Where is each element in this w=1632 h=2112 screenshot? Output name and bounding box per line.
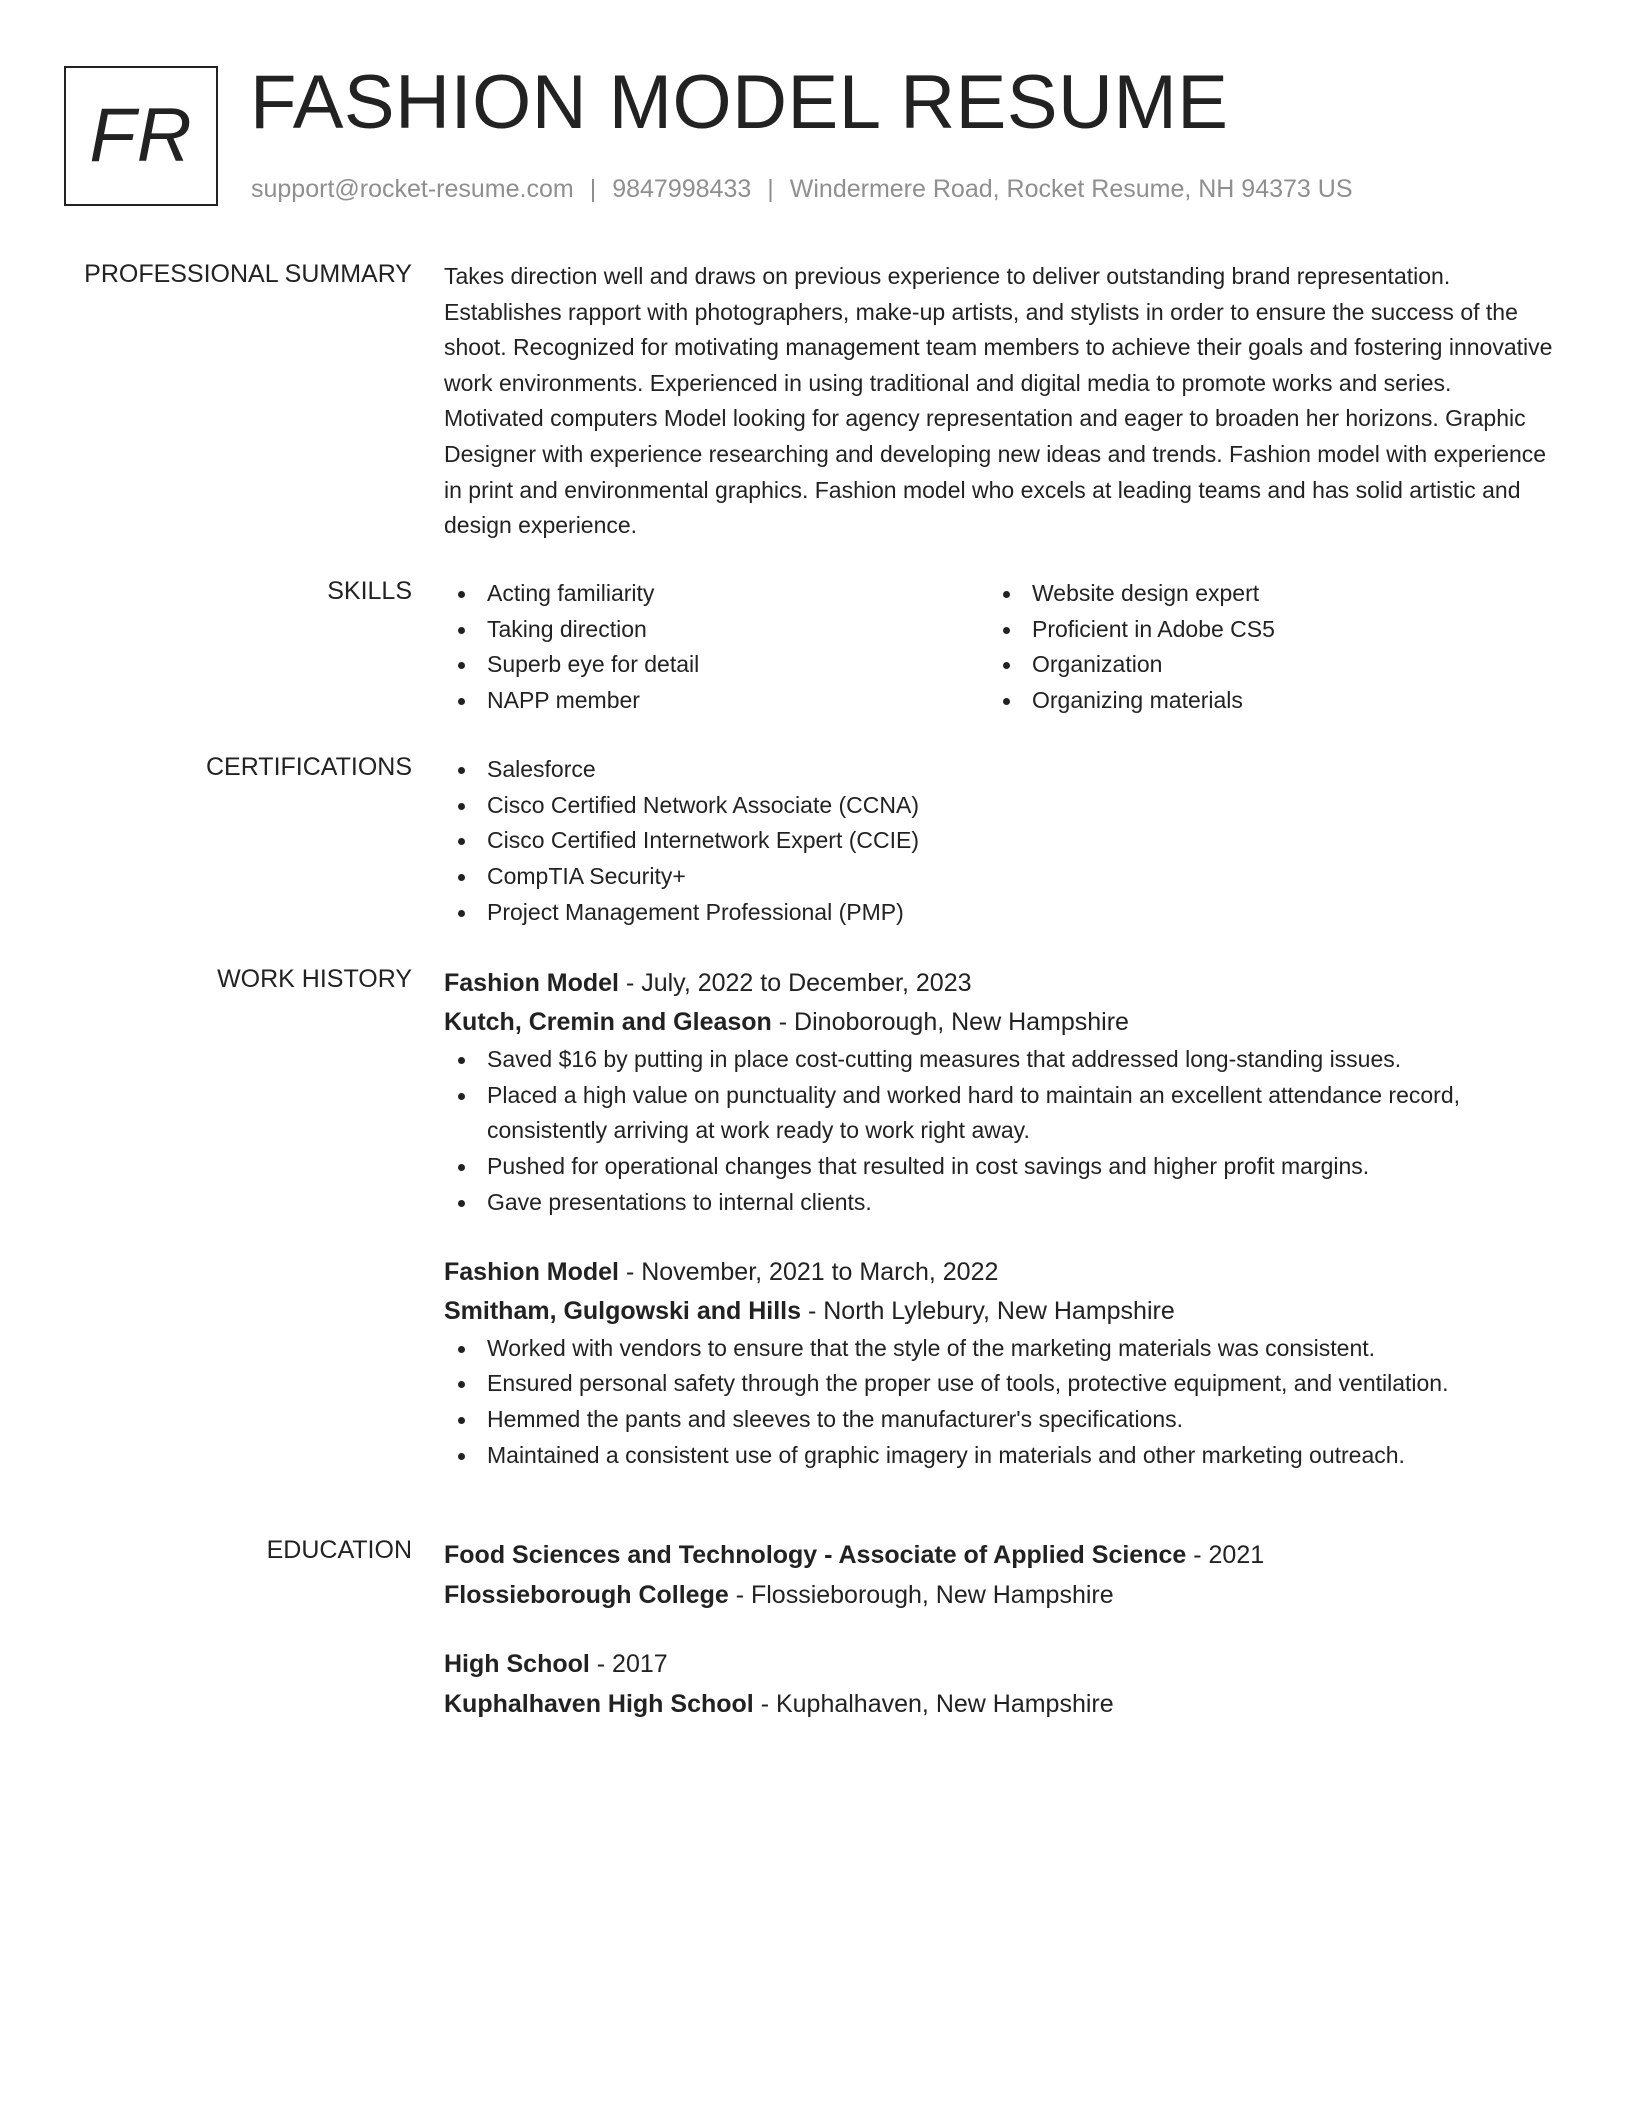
section-label-work-history: WORK HISTORY	[217, 965, 412, 993]
skill-item: Proficient in Adobe CS5	[989, 612, 1534, 648]
job-company-line	[444, 1292, 1556, 1331]
skill-item: Superb eye for detail	[444, 647, 989, 683]
section-label-education: EDUCATION	[266, 1536, 412, 1564]
job-duty-item: Saved $16 by putting in place cost-cutting measures that addressed long-standing issues.	[444, 1042, 1556, 1078]
summary-text: Takes direction well and draws on previous experience to deliver outstanding brand representation. Establishes rapport with photographers, make-up artists, and stylists in order to ensure the success of the shoot. Recognized for motivating management team members to achieve their goals and fostering innovative work environments. Experienced in using traditional and digital media to promote works and series. Motivated computers Model looking for agency representation and eager to broaden her horizons. Graphic Designer with experience researching and developing new ideas and trends. Fashion model with experience in print and environmental graphics. Fashion model who excels at leading teams and has solid artistic and design experience.	[444, 263, 1553, 539]
section-label-certifications: CERTIFICATIONS	[205, 753, 412, 781]
education-degree: Food Sciences and Technology - Associate of Applied Science	[444, 1541, 1187, 1569]
job-duty-item: Hemmed the pants and sleeves to the manufacturer's specifications.	[444, 1402, 1556, 1438]
monogram-initials: FR	[89, 93, 193, 178]
job-location: - Dinoborough, New Hampshire	[771, 1008, 1129, 1036]
job-duty-item: Ensured personal safety through the proper use of tools, protective equipment, and ventilation.	[444, 1366, 1556, 1402]
skills-column-right	[989, 576, 1534, 719]
education-location: - Flossieborough, New Hampshire	[728, 1581, 1114, 1609]
job-duty-item: Placed a high value on punctuality and worked hard to maintain an excellent attendance record, consistently arriving at work ready to work right away.	[444, 1078, 1556, 1149]
skill-item: Acting familiarity	[444, 576, 989, 612]
education-degree-line	[444, 1535, 1556, 1575]
skill-item: Website design expert	[989, 576, 1534, 612]
job-duties-list	[444, 1042, 1556, 1221]
certifications-list	[444, 752, 1556, 931]
job-entry	[444, 1253, 1556, 1474]
education-school: Kuphalhaven High School	[444, 1690, 754, 1718]
job-location: - North Lylebury, New Hampshire	[801, 1296, 1175, 1325]
job-company-line	[444, 1003, 1556, 1042]
contact-separator: |	[589, 175, 597, 203]
education-year: - 2021	[1186, 1541, 1265, 1569]
job-dates: - November, 2021 to March, 2022	[619, 1257, 999, 1286]
contact-separator: |	[767, 175, 774, 203]
skills-list-right	[989, 576, 1534, 719]
education-degree: High School	[444, 1650, 590, 1678]
job-duty-item: Pushed for operational changes that resulted in cost savings and higher profit margins.	[444, 1149, 1556, 1185]
education-school: Flossieborough College	[444, 1581, 729, 1609]
certifications-body	[444, 752, 1556, 931]
job-dates: - July, 2022 to December, 2023	[619, 969, 972, 997]
education-entry	[444, 1535, 1556, 1615]
contact-phone[interactable]: 9847998433	[612, 175, 752, 203]
skills-body	[444, 576, 1556, 719]
skills-column-left	[444, 576, 989, 719]
education-location: - Kuphalhaven, New Hampshire	[753, 1690, 1114, 1718]
job-title-line	[444, 1253, 1556, 1292]
job-duty-item: Maintained a consistent use of graphic imagery in materials and other marketing outreach.	[444, 1438, 1556, 1474]
job-company: Kutch, Cremin and Gleason	[444, 1008, 772, 1036]
education-year: - 2017	[589, 1650, 668, 1678]
work-history-body	[444, 964, 1556, 1473]
job-title-line	[444, 964, 1556, 1003]
skill-item: Taking direction	[444, 612, 989, 648]
section-label-summary: PROFESSIONAL SUMMARY	[84, 260, 412, 288]
education-entry	[444, 1644, 1556, 1724]
education-body	[444, 1535, 1556, 1724]
contact-line	[251, 174, 1353, 204]
job-title: Fashion Model	[444, 969, 619, 997]
certification-item: Project Management Professional (PMP)	[444, 895, 1556, 931]
contact-email[interactable]: support@rocket-resume.com	[251, 175, 574, 203]
monogram-badge	[64, 66, 218, 206]
contact-address: Windermere Road, Rocket Resume, NH 94373 US	[789, 175, 1353, 203]
resume-title: FASHION MODEL RESUME	[250, 60, 1229, 145]
job-duty-item: Gave presentations to internal clients.	[444, 1185, 1556, 1221]
certification-item: Salesforce	[444, 752, 1556, 788]
job-title: Fashion Model	[444, 1257, 619, 1286]
job-duties-list	[444, 1331, 1556, 1474]
certification-item: Cisco Certified Network Associate (CCNA)	[444, 788, 1556, 824]
education-degree-line	[444, 1644, 1556, 1684]
skill-item: NAPP member	[444, 683, 989, 719]
certification-item: CompTIA Security+	[444, 859, 1556, 895]
education-school-line	[444, 1575, 1556, 1615]
skill-item: Organization	[989, 647, 1534, 683]
job-company: Smitham, Gulgowski and Hills	[444, 1296, 802, 1325]
certification-item: Cisco Certified Internetwork Expert (CCIE)	[444, 823, 1556, 859]
skill-item: Organizing materials	[989, 683, 1534, 719]
summary-body	[444, 259, 1556, 544]
education-school-line	[444, 1684, 1556, 1724]
section-label-skills: SKILLS	[327, 577, 412, 605]
job-entry	[444, 964, 1556, 1221]
skills-list-left	[444, 576, 989, 719]
skills-grid	[444, 576, 1556, 719]
job-duty-item: Worked with vendors to ensure that the style of the marketing materials was consistent.	[444, 1331, 1556, 1367]
